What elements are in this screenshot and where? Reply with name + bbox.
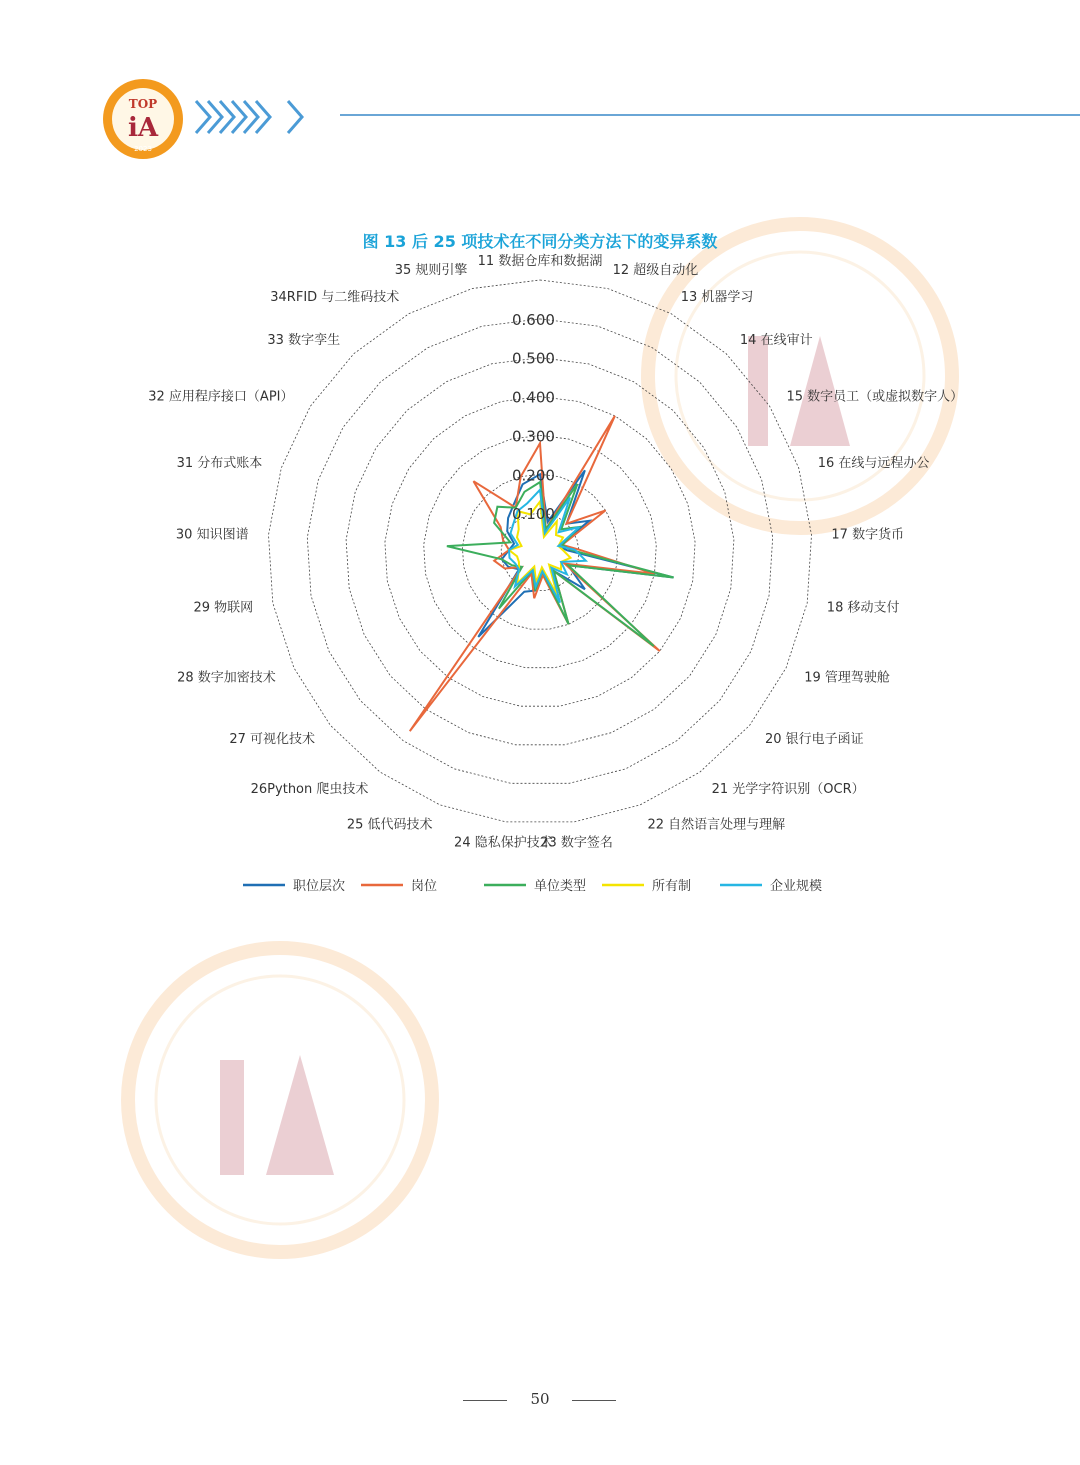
category-label: 30 知识图谱 xyxy=(175,527,249,543)
series-line-1 xyxy=(478,470,673,637)
category-label: 19 管理驾驶舱 xyxy=(804,670,890,686)
legend-label: 岗位 xyxy=(411,879,438,894)
category-label: 25 低代码技术 xyxy=(346,817,433,833)
legend-label: 所有制 xyxy=(652,879,692,894)
category-label: 24 隐私保护技术 xyxy=(454,835,553,851)
category-label: 35 规则引擎 xyxy=(394,263,468,279)
category-label: 27 可视化技术 xyxy=(229,732,315,748)
category-label: 29 物联网 xyxy=(193,600,254,616)
category-label: 22 自然语言处理与理解 xyxy=(647,817,786,833)
category-label: 26Python 爬虫技术 xyxy=(250,782,369,798)
category-label: 23 数字签名 xyxy=(540,835,613,851)
category-label: 34RFID 与二维码技术 xyxy=(270,290,400,306)
category-label: 16 在线与远程办公 xyxy=(817,455,930,471)
category-label: 11 数据仓库和数据湖 xyxy=(477,254,603,269)
chart-title: 图 13 后 25 项技术在不同分类方法下的变异系数 xyxy=(362,232,718,251)
legend-label: 企业规模 xyxy=(770,879,823,894)
svg-text:2023: 2023 xyxy=(134,145,152,153)
category-label: 31 分布式账本 xyxy=(176,455,263,471)
legend-label: 职位层次 xyxy=(293,879,346,894)
category-label: 21 光学字符识别（OCR） xyxy=(711,782,865,798)
radial-tick-label: 0.100 xyxy=(512,505,555,524)
page-number: 50 xyxy=(530,1390,550,1408)
radial-tick-label: 0.300 xyxy=(512,427,555,446)
legend-label: 单位类型 xyxy=(534,879,587,894)
category-label: 13 机器学习 xyxy=(680,290,754,306)
svg-text:TOP: TOP xyxy=(128,97,158,111)
category-label: 20 银行电子函证 xyxy=(765,732,864,748)
svg-text:iA: iA xyxy=(127,113,159,143)
page-number-rule-right xyxy=(572,1400,616,1401)
category-label: 33 数字孪生 xyxy=(267,333,341,349)
radar-series xyxy=(410,416,674,731)
category-label: 17 数字货币 xyxy=(831,527,905,543)
category-label: 15 数字员工（或虚拟数字人） xyxy=(786,389,964,405)
category-label: 14 在线审计 xyxy=(739,333,813,349)
category-labels xyxy=(148,253,963,851)
category-label: 18 移动支付 xyxy=(826,600,900,616)
grid-ring-5 xyxy=(346,358,734,745)
category-label: 12 超级自动化 xyxy=(612,263,699,279)
radial-tick-label: 0.200 xyxy=(512,466,555,485)
category-label: 28 数字加密技术 xyxy=(177,670,276,686)
category-label: 32 应用程序接口（API） xyxy=(148,389,294,405)
radial-tick-label: 0.600 xyxy=(512,310,555,329)
radial-tick-label: 0.400 xyxy=(512,388,555,407)
chart-legend xyxy=(243,878,822,894)
radial-tick-label: 0.500 xyxy=(512,349,555,368)
